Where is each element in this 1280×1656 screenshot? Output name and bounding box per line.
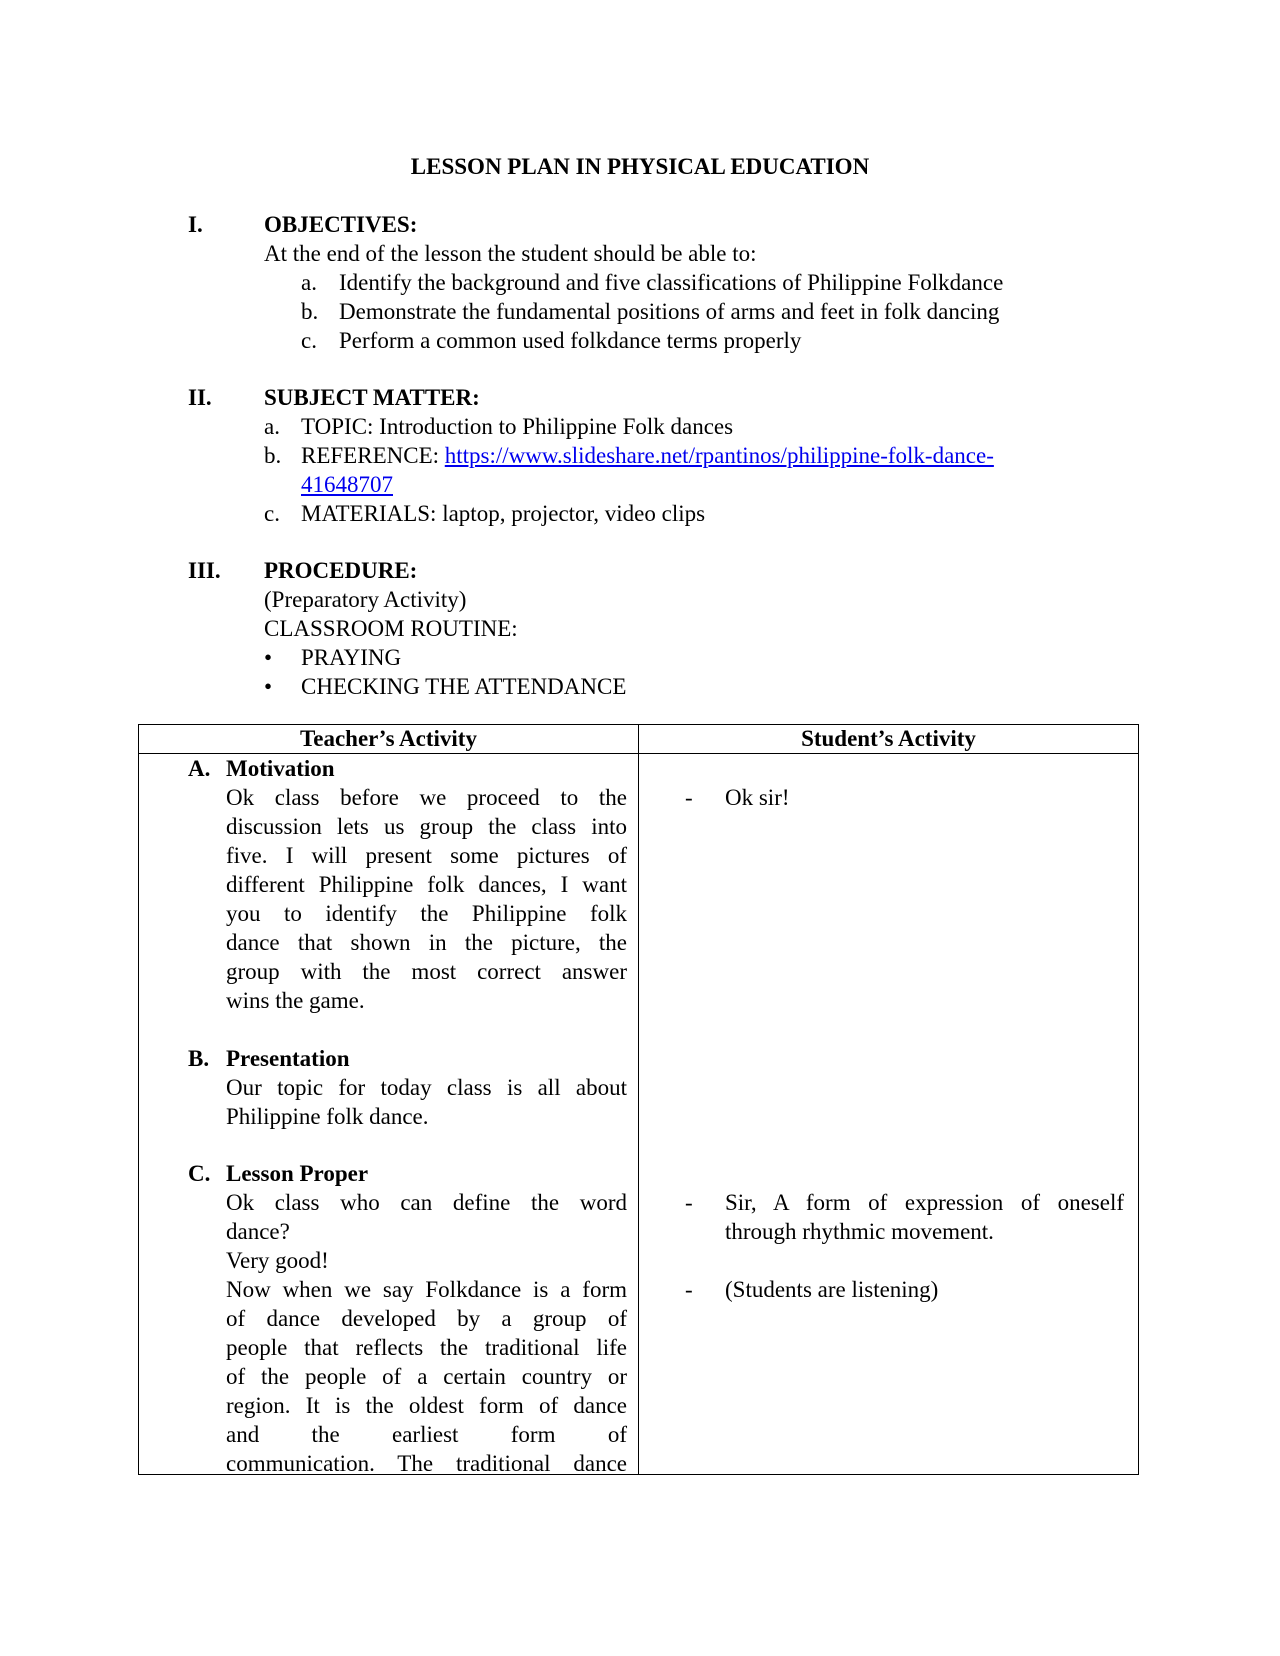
section-heading-subject-matter: SUBJECT MATTER: xyxy=(264,385,480,410)
lesson-line: and the earliest form of xyxy=(226,1422,627,1447)
objective-letter-c: c. xyxy=(301,328,317,353)
bullet-icon: • xyxy=(264,645,273,670)
presentation-line: Philippine folk dance. xyxy=(226,1104,429,1129)
activity-table xyxy=(138,724,1139,1475)
motivation-line: Ok class before we proceed to the xyxy=(226,785,627,810)
lesson-line: dance? xyxy=(226,1219,290,1244)
subject-topic: TOPIC: Introduction to Philippine Folk dances xyxy=(301,414,734,439)
lesson-line: Very good! xyxy=(226,1248,329,1273)
teacher-activity-cell xyxy=(139,754,639,1475)
student-response: (Students are listening) xyxy=(725,1277,939,1302)
dash-marker: - xyxy=(685,785,693,810)
subject-letter-b: b. xyxy=(264,443,282,468)
lesson-line: Ok class who can define the word xyxy=(226,1190,627,1215)
student-activity-header: Student’s Activity xyxy=(639,725,1139,754)
motivation-line: group with the most correct answer xyxy=(226,959,627,984)
motivation-line: discussion lets us group the class into xyxy=(226,814,627,839)
objective-text-c: Perform a common used folkdance terms properly xyxy=(339,328,802,353)
procedure-preparatory: (Preparatory Activity) xyxy=(264,587,467,612)
lesson-line: region. It is the oldest form of dance xyxy=(226,1393,627,1418)
student-response: Sir, A form of expression of oneself xyxy=(725,1190,1124,1215)
motivation-line: five. I will present some pictures of xyxy=(226,843,627,868)
step-label-a: A. xyxy=(188,756,211,781)
student-activity-cell xyxy=(639,754,1139,1475)
dash-marker: - xyxy=(685,1190,693,1215)
subject-reference-cont xyxy=(301,470,393,499)
dash-marker: - xyxy=(685,1277,693,1302)
motivation-line: dance that shown in the picture, the xyxy=(226,930,627,955)
motivation-line: wins the game. xyxy=(226,988,365,1013)
routine-item-praying: PRAYING xyxy=(301,645,402,670)
subject-materials: MATERIALS: laptop, projector, video clips xyxy=(301,501,706,526)
reference-link-cont[interactable]: 41648707 xyxy=(301,472,393,497)
section-numeral-3: III. xyxy=(188,558,221,583)
student-response-cont: through rhythmic movement. xyxy=(725,1219,994,1244)
lesson-line: Now when we say Folkdance is a form xyxy=(226,1277,627,1302)
procedure-routine-label: CLASSROOM ROUTINE: xyxy=(264,616,518,641)
objective-letter-b: b. xyxy=(301,299,319,324)
subject-reference xyxy=(301,441,994,470)
motivation-line: you to identify the Philippine folk xyxy=(226,901,627,926)
page-title: LESSON PLAN IN PHYSICAL EDUCATION xyxy=(410,154,870,179)
objective-text-a: Identify the background and five classifications of Philippine Folkdance xyxy=(339,270,1004,295)
objective-letter-a: a. xyxy=(301,270,317,295)
student-response: Ok sir! xyxy=(725,785,790,810)
teacher-activity-header: Teacher’s Activity xyxy=(139,725,639,754)
subject-letter-c: c. xyxy=(264,501,280,526)
lesson-line: communication. The traditional dance xyxy=(226,1451,627,1472)
bullet-icon: • xyxy=(264,674,273,699)
lesson-line: of dance developed by a group of xyxy=(226,1306,627,1331)
routine-item-attendance: CHECKING THE ATTENDANCE xyxy=(301,674,627,699)
step-heading-motivation: Motivation xyxy=(226,756,335,781)
step-heading-lesson-proper: Lesson Proper xyxy=(226,1161,369,1186)
section-numeral-1: I. xyxy=(188,212,203,237)
motivation-line: different Philippine folk dances, I want xyxy=(226,872,627,897)
objective-text-b: Demonstrate the fundamental positions of arms and feet in folk dancing xyxy=(339,299,1000,324)
objectives-intro: At the end of the lesson the student should be able to: xyxy=(264,241,757,266)
reference-link[interactable]: https://www.slideshare.net/rpantinos/philippine-folk-dance- xyxy=(444,443,994,468)
presentation-line: Our topic for today class is all about xyxy=(226,1075,627,1100)
reference-label: REFERENCE: xyxy=(301,443,445,468)
step-heading-presentation: Presentation xyxy=(226,1046,350,1071)
section-heading-objectives: OBJECTIVES: xyxy=(264,212,418,237)
step-label-b: B. xyxy=(188,1046,210,1071)
section-heading-procedure: PROCEDURE: xyxy=(264,558,418,583)
lesson-line: of the people of a certain country or xyxy=(226,1364,627,1389)
step-label-c: C. xyxy=(188,1161,211,1186)
section-numeral-2: II. xyxy=(188,385,212,410)
subject-letter-a: a. xyxy=(264,414,280,439)
lesson-line: people that reflects the traditional life xyxy=(226,1335,627,1360)
